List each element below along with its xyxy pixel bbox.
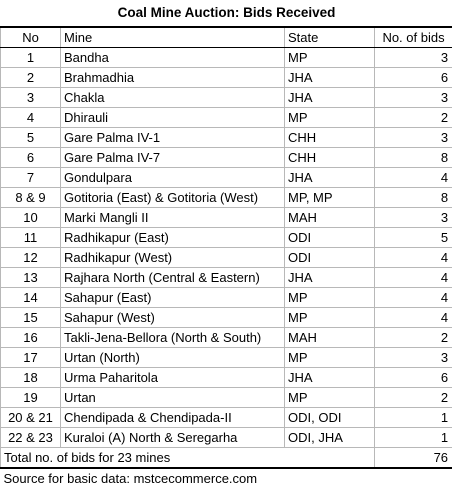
row-state: JHA <box>285 68 375 88</box>
row-no: 7 <box>1 168 61 188</box>
table-row <box>1 428 452 448</box>
row-state: MP <box>285 348 375 368</box>
row-bids: 2 <box>375 328 452 348</box>
row-state: MAH <box>285 208 375 228</box>
row-no: 18 <box>1 368 61 388</box>
row-mine: Takli-Jena-Bellora (North & South) <box>61 328 285 348</box>
row-no: 11 <box>1 228 61 248</box>
row-no: 4 <box>1 108 61 128</box>
row-bids: 1 <box>375 408 452 428</box>
row-mine: Gare Palma IV-1 <box>61 128 285 148</box>
row-no: 22 & 23 <box>1 428 61 448</box>
row-bids: 8 <box>375 148 452 168</box>
row-mine: Gotitoria (East) & Gotitoria (West) <box>61 188 285 208</box>
row-state: MP <box>285 48 375 68</box>
row-state: CHH <box>285 128 375 148</box>
table-row <box>1 88 452 108</box>
table-row <box>1 128 452 148</box>
total-row <box>1 448 452 469</box>
row-no: 10 <box>1 208 61 228</box>
table-row <box>1 328 452 348</box>
table-row <box>1 228 452 248</box>
table-row <box>1 268 452 288</box>
row-mine: Urtan (North) <box>61 348 285 368</box>
row-state: ODI <box>285 228 375 248</box>
table-title: Coal Mine Auction: Bids Received <box>1 0 452 27</box>
header-bids: No. of bids <box>375 27 452 48</box>
row-mine: Gare Palma IV-7 <box>61 148 285 168</box>
row-mine: Radhikapur (West) <box>61 248 285 268</box>
row-state: MP <box>285 388 375 408</box>
table-row <box>1 408 452 428</box>
row-mine: Marki Mangli II <box>61 208 285 228</box>
row-state: MAH <box>285 328 375 348</box>
table-row <box>1 348 452 368</box>
table-row <box>1 188 452 208</box>
row-mine: Bandha <box>61 48 285 68</box>
row-mine: Sahapur (East) <box>61 288 285 308</box>
row-state: CHH <box>285 148 375 168</box>
row-mine: Sahapur (West) <box>61 308 285 328</box>
row-bids: 1 <box>375 428 452 448</box>
row-bids: 4 <box>375 268 452 288</box>
row-bids: 3 <box>375 48 452 68</box>
header-mine: Mine <box>61 27 285 48</box>
table-row <box>1 208 452 228</box>
row-state: ODI, ODI <box>285 408 375 428</box>
row-no: 5 <box>1 128 61 148</box>
table-row <box>1 108 452 128</box>
row-no: 8 & 9 <box>1 188 61 208</box>
row-mine: Dhirauli <box>61 108 285 128</box>
row-mine: Kuraloi (A) North & Seregarha <box>61 428 285 448</box>
row-no: 15 <box>1 308 61 328</box>
row-bids: 6 <box>375 68 452 88</box>
source-note: Source for basic data: mstcecommerce.com <box>1 468 452 489</box>
table-row <box>1 168 452 188</box>
header-state: State <box>285 27 375 48</box>
row-mine: Urma Paharitola <box>61 368 285 388</box>
row-state: MP, MP <box>285 188 375 208</box>
table-row <box>1 248 452 268</box>
row-state: JHA <box>285 268 375 288</box>
row-bids: 4 <box>375 308 452 328</box>
table-row <box>1 308 452 328</box>
row-no: 1 <box>1 48 61 68</box>
row-state: JHA <box>285 168 375 188</box>
row-no: 14 <box>1 288 61 308</box>
title-row <box>1 0 452 27</box>
row-bids: 4 <box>375 288 452 308</box>
table-row <box>1 148 452 168</box>
table-row <box>1 368 452 388</box>
row-no: 20 & 21 <box>1 408 61 428</box>
row-state: MP <box>285 308 375 328</box>
row-bids: 2 <box>375 108 452 128</box>
header-row <box>1 27 452 48</box>
row-mine: Radhikapur (East) <box>61 228 285 248</box>
row-mine: Chakla <box>61 88 285 108</box>
row-no: 13 <box>1 268 61 288</box>
row-no: 6 <box>1 148 61 168</box>
header-no: No <box>1 27 61 48</box>
row-bids: 3 <box>375 128 452 148</box>
row-mine: Urtan <box>61 388 285 408</box>
table-row <box>1 288 452 308</box>
row-state: JHA <box>285 368 375 388</box>
row-state: ODI <box>285 248 375 268</box>
row-no: 19 <box>1 388 61 408</box>
row-bids: 3 <box>375 208 452 228</box>
row-no: 12 <box>1 248 61 268</box>
row-bids: 4 <box>375 168 452 188</box>
row-state: MP <box>285 288 375 308</box>
table-row <box>1 388 452 408</box>
total-value: 76 <box>375 448 452 469</box>
row-bids: 8 <box>375 188 452 208</box>
row-no: 2 <box>1 68 61 88</box>
row-state: ODI, JHA <box>285 428 375 448</box>
row-no: 17 <box>1 348 61 368</box>
row-bids: 4 <box>375 248 452 268</box>
row-mine: Rajhara North (Central & Eastern) <box>61 268 285 288</box>
row-bids: 3 <box>375 348 452 368</box>
total-label: Total no. of bids for 23 mines <box>1 448 375 469</box>
row-state: JHA <box>285 88 375 108</box>
row-mine: Chendipada & Chendipada-II <box>61 408 285 428</box>
row-mine: Brahmadhia <box>61 68 285 88</box>
table-row <box>1 48 452 68</box>
row-no: 16 <box>1 328 61 348</box>
table-row <box>1 68 452 88</box>
row-mine: Gondulpara <box>61 168 285 188</box>
row-no: 3 <box>1 88 61 108</box>
row-bids: 6 <box>375 368 452 388</box>
row-bids: 2 <box>375 388 452 408</box>
row-bids: 5 <box>375 228 452 248</box>
row-state: MP <box>285 108 375 128</box>
row-bids: 3 <box>375 88 452 108</box>
